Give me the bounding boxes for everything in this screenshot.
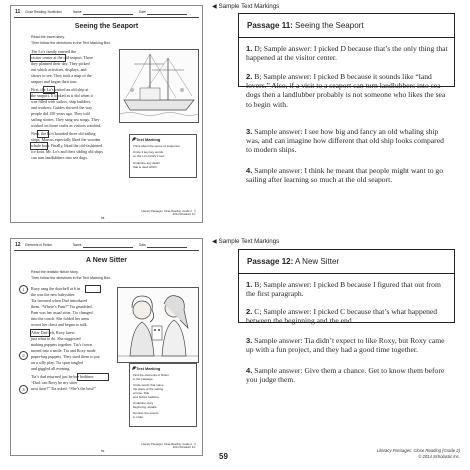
passage-11-thumbnail [10,5,203,223]
instruction-1: Read the travel story. [31,35,65,39]
date-line [147,14,187,15]
text-line: First, the Lo's visited an old ship at [31,87,89,92]
answer-text: Sample answer: Give them a chance. Get to know them before you judge them. [246,366,445,385]
text-line: paper-bag puppets. They used them to put [31,354,100,359]
text-line: visitor center at the old seaport. There [31,55,94,60]
sample-text-markings-label [212,3,279,10]
panel-title [247,21,364,30]
date-label: Date [139,10,146,14]
answer-item [246,72,451,109]
tm-line: and before bedtime. [133,395,160,399]
sample-tag-text: Sample Text Markings [218,238,280,245]
circle-marking [30,54,66,62]
text-line: worked on those crafts as visitors watched. [31,123,102,128]
thumbnail-page-number: 58 [101,216,105,220]
text-line: seaport and began their tour. [31,79,78,84]
text-marking-title: Text Marking [136,366,161,371]
text-line: they planned their day. They picked [31,61,90,66]
tm-line: Underline any detail [133,161,160,165]
text-line: Roxy rang the doorbell at 6 in [31,286,81,291]
text-line: ice boat. Mr. Lo's and their sibling old ships [31,149,103,154]
answer-text: B; Sample answer: I picked B because it sounds like “land lovers.” Also, if a visit to a seaport can turn landlubbers into sea dogs then a landlubber probably is not someone who likes the sea to begin with. [246,72,446,109]
text-line: and workers. Guides showed the way [31,105,93,110]
tm-line: Think about the sense of sequence. [133,144,181,148]
answer-text: B; Sample answer: I picked B because I figured that out from the first paragraph. [246,280,441,299]
answer-text: Sample answer: I see how big and fancy an old whaling ship was, and can imagine how different that old ship looks compared to modern ships. [246,127,444,155]
circle-marking [85,285,101,293]
text-line: can turn landlubbers into sea dogs. [31,155,88,160]
passage-12-thumbnail [10,238,203,456]
panel-title-text: Seeing the Seaport [295,21,364,30]
date-line [147,247,187,248]
text-line: Next, the Lo's boarded three old sailing [31,131,96,136]
circle-marking [30,329,50,337]
footer-line-2: © 2014 Scholastic Inc. [418,453,460,459]
text-line: just what to do. She suggested [31,336,81,341]
thumbnail-page-number: 59 [101,449,105,453]
paragraph-number-3: 3 [19,385,28,394]
passage-title: Seeing the Seaport [74,23,139,30]
answer-item [246,127,451,155]
tm-line: the place of the setting [133,387,164,391]
tm-line: of time. Title [133,391,150,395]
answer-text: Sample answer: Tia didn’t expect to like Roxy, but Roxy came up with a fun project, and they had a good time together. [246,336,445,355]
text-line: Tia frowned when Dad introduced [31,298,88,303]
text-line: into the couch. She folded her arms [31,316,90,321]
ship-drawing [120,50,198,122]
text-line: Tia’s dad returned just before bedtime. [31,374,95,379]
passage-genre-label: Elements of Fiction [25,243,53,247]
text-line: across her chest and began to sulk. [31,322,88,327]
answer-item [246,366,451,384]
panel-rule [239,37,454,38]
text-line: next time?” Tia asked. “She’s the best!” [31,386,97,391]
footer-line-1: Literacy Passages: Close Reading (Grade 2) [376,448,460,453]
text-line: turned into a smile. Tia and Roxy made [31,348,96,353]
puppet-drawing [118,288,198,362]
tm-line: Underline story [133,401,154,405]
text-line: The Lo's family entered the [31,49,77,54]
sample-text-markings-label [212,238,279,245]
sample-tag-text: Sample Text Markings [218,3,280,10]
answer-item [246,166,451,184]
answer-item [246,280,451,298]
text-line: and giggled all evening. [31,366,71,371]
answer-number: 4. [246,166,253,175]
answer-number: 4. [246,366,253,375]
text-line: was filled with sailors, ship builders, [31,99,92,104]
girls-illustration [117,287,199,363]
text-line: people did 150 years ago. They told [31,111,90,116]
paragraph-number-1: 1 [19,285,28,294]
answer-item [246,44,451,62]
text-line: out which activities, displays, and [31,67,87,72]
name-label: Name [73,10,82,14]
triangle-left-icon: ◀ [212,238,217,245]
header-rule [14,17,199,18]
answer-number: 3. [246,127,253,136]
name-line [83,247,133,248]
text-line: sailing stories. They sang sea songs. They [31,117,100,122]
footer-credit [377,448,460,459]
text-line: whale boat. Finally, liked the old-fashioned [31,143,103,148]
answer-text: Sample answer: I think he meant that people might want to go sailing after learning so much at the old seaport. [246,166,443,185]
text-line: on a silly play. Tia spun tangled [31,360,83,365]
tm-line: in order. [133,415,144,419]
panel-title-prefix: Passage 12: [247,257,294,266]
panel-title-prefix: Passage 11: [247,21,293,30]
instruction-2: Then follow the directions in the Text Marking Box. [31,41,112,45]
text-line: “Dad, can Roxy be my sitter [31,380,78,385]
tm-line: Circle 3 key key words [133,150,164,154]
text-line: the was the new babysitter. [31,292,76,297]
instruction-1: Read the realistic fiction story. [31,270,79,274]
name-label: Name [73,243,82,247]
answer-item [246,307,451,325]
ship-illustration [119,49,199,123]
text-line: Pam was her usual sitter. Tia changed [31,310,93,315]
name-line [83,14,133,15]
circle-marking [43,86,55,94]
answer-number: 2. [246,72,253,81]
circle-marking [77,373,109,381]
tm-line: Find the elements of fiction [133,373,169,377]
text-line: the seaport. It looked as it did when it [31,93,93,98]
text-line: After Dad left, Roxy knew [31,330,75,335]
panel-rule [239,273,454,274]
tm-line: that is used which. [133,165,158,169]
date-label: Date [139,243,146,247]
text-marking-box [129,363,197,427]
text-line: shows to see. They took a map of the [31,73,92,78]
passage-title: A New Sitter [86,257,127,264]
passage-number: 12 [15,242,21,248]
answer-item [246,336,451,354]
passage-genre-label: Close Reading: Nonfiction [25,10,62,14]
panel-title [247,257,339,266]
text-line: them. “Where’s Pam?” Tia grumbled. [31,304,93,309]
circle-marking [30,142,48,150]
passage-number: 11 [15,9,21,15]
tm-line: Number the events [133,411,159,415]
thumbnail-copyright: Literacy Passages: Close Reading, Grade 2 · © 2014 Scholastic Inc. [141,443,196,449]
text-line: making puppets together. Tia’s frown [31,342,93,347]
panel-title-text: A New Sitter [295,257,340,266]
triangle-left-icon: ◀ [212,3,217,10]
page-number: 59 [219,452,228,461]
answer-number: 2. [246,307,253,316]
text-line: ships. Marcus especially liked the wooden [31,137,101,142]
tm-line: Circle words that name [133,383,164,387]
text-marking-box [129,134,197,178]
answer-number: 1. [246,44,253,53]
answer-text: C; Sample answer: I picked C because that’s what happened between the beginning and the end. [246,307,438,326]
circle-marking [37,130,49,138]
text-marking-title: Text Marking [136,137,161,142]
header-rule [14,250,199,251]
instruction-2: Then follow the directions in the Text Marking Box. [31,276,112,280]
tm-line: on the Lo's family's tour. [133,154,165,158]
tm-line: beginning, details. [133,405,158,409]
answer-number: 3. [246,336,253,345]
answer-text: D; Sample answer: I picked D because that’s the only thing that happened at the visitor center. [246,44,448,63]
answer-number: 1. [246,280,253,289]
paragraph-number-2: 2 [19,351,28,360]
tm-line: in the passage. [133,377,154,381]
thumbnail-copyright: Literacy Passages: Close Reading, Grade 2 · © 2014 Scholastic Inc. [141,210,196,216]
